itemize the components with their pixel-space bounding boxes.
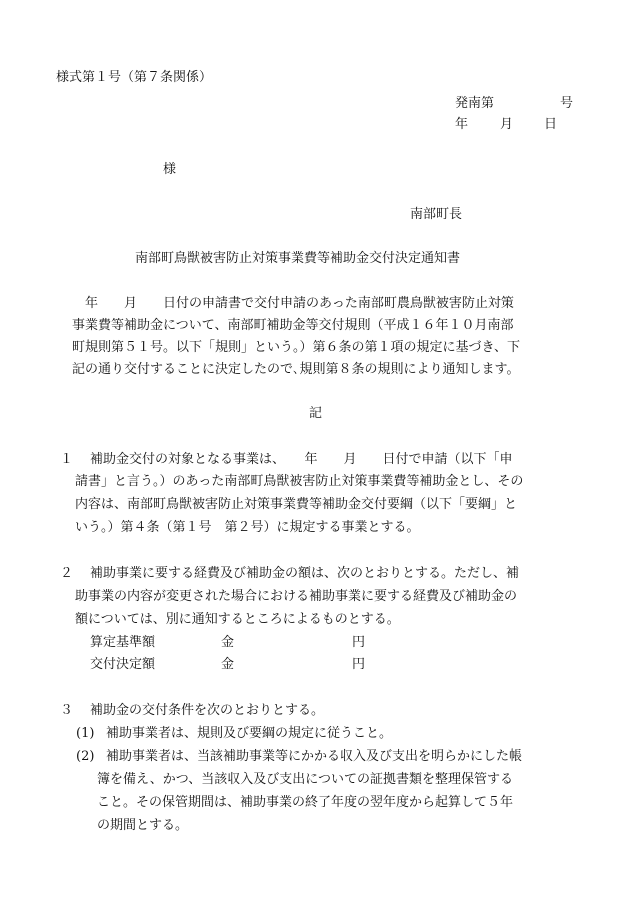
amount-unit: 円 <box>352 657 366 672</box>
item-line: 補助金交付の対象となる事業は、 年 月 日付で申請（以下「申 <box>90 452 513 467</box>
date-year: 年 <box>455 117 469 132</box>
subitem-number: (2) <box>76 749 95 764</box>
item-number: １ <box>60 452 74 467</box>
intro-line: 事業費等補助金について、南部町補助金等交付規則（平成１６年１０月南部 <box>72 318 514 333</box>
document-number-suffix: 号 <box>560 96 574 111</box>
item-line: 内容は、南部町鳥獣被害防止対策事業費等補助金交付要綱（以下「要綱」と <box>75 497 518 512</box>
date-day: 日 <box>544 117 558 132</box>
item-line: 補助金の交付条件を次のとおりとする。 <box>90 703 325 718</box>
subitem-line: 補助事業者は、規則及び要綱の規定に従うこと。 <box>106 726 393 741</box>
subitem-line: の期間とする。 <box>97 818 189 833</box>
addressee-honorific: 様 <box>163 162 177 177</box>
document-number-prefix: 発南第 <box>455 96 495 111</box>
amount-unit: 円 <box>352 635 366 650</box>
subitem-line: こと。その保管期間は、補助事業の終了年度の翌年度から起算して５年 <box>97 795 514 810</box>
date-month: 月 <box>500 117 514 132</box>
intro-line: 年 月 日付の申請書で交付申請のあった南部町農鳥獣被害防止対策 <box>72 296 514 311</box>
item-line: 助事業の内容が変更された場合における補助事業に要する経費及び補助金の <box>75 589 518 604</box>
issuer-name: 南部町長 <box>410 207 463 222</box>
subitem-number: (1) <box>76 726 95 741</box>
amount-label: 交付決定額 <box>90 657 156 672</box>
item-number: ２ <box>60 566 74 581</box>
document-title: 南部町鳥獣被害防止対策事業費等補助金交付決定通知書 <box>135 251 461 266</box>
item-line: いう。）第４条（第１号 第２号）に規定する事業とする。 <box>75 520 420 535</box>
item-line: 補助事業に要する経費及び補助金の額は、次のとおりとする。ただし、補 <box>90 566 520 581</box>
subitem-line: 補助事業者は、当該補助事業等にかかる収入及び支出を明らかにした帳 <box>106 749 523 764</box>
amount-currency: 金 <box>221 635 235 650</box>
amount-currency: 金 <box>221 657 235 672</box>
amount-label: 算定基準額 <box>90 635 156 650</box>
subitem-line: 簿を備え、かつ、当該収入及び支出についての証拠書類を整理保管する <box>97 772 514 787</box>
ki-heading: 記 <box>309 406 323 421</box>
item-line: 額については、別に通知するところによるものとする。 <box>75 612 400 627</box>
intro-line: 町規則第５１号。以下「規則」という。）第６条の第１項の規定に基づき、下 <box>72 340 520 355</box>
form-label: 様式第１号（第７条関係） <box>56 70 213 85</box>
item-number: ３ <box>60 703 74 718</box>
intro-line: 記の通り交付することに決定したので､規則第８条の規則により通知します。 <box>72 362 520 377</box>
item-line: 請書」と言う。）のあった南部町鳥獣被害防止対策事業費等補助金とし、その <box>75 474 524 489</box>
